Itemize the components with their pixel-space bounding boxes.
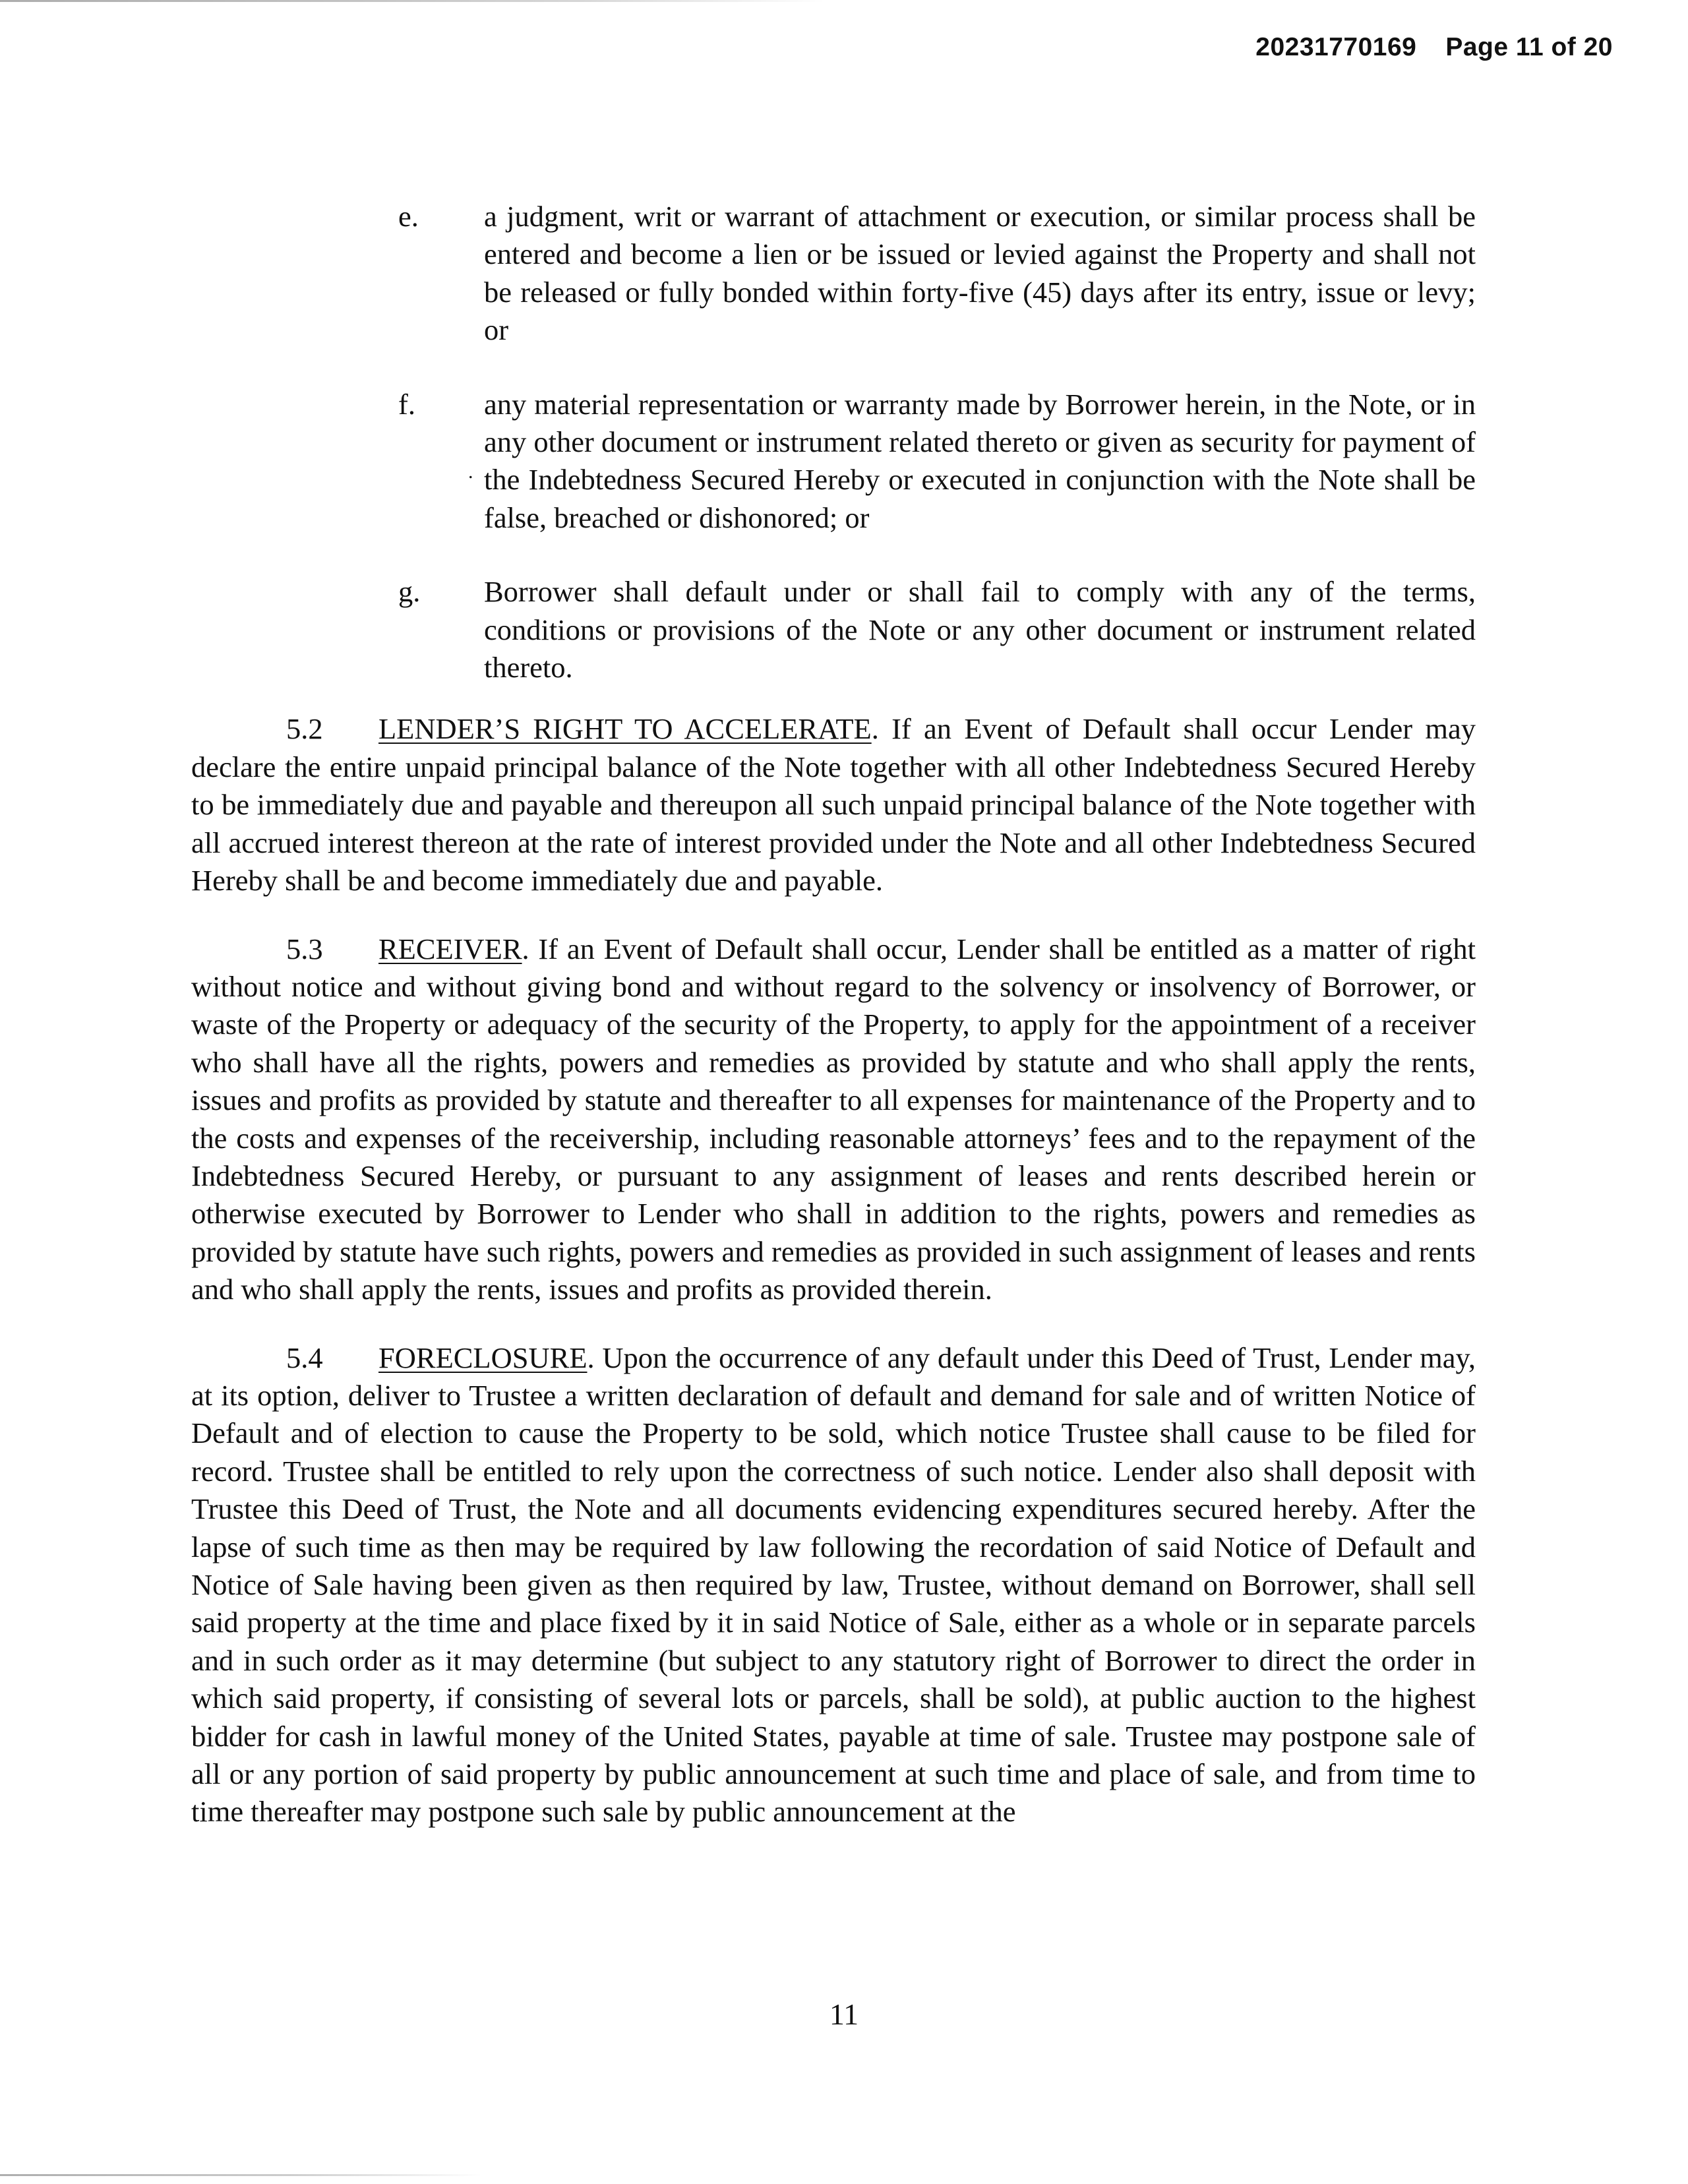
page-header [1255,33,1613,62]
list-item-text: a judgment, writ or warrant of attachment or execution, or similar process shall be entered and become a lien or be issued or levied against the Property and shall not be released or fully bonded within forty-five (45) days after its entry, issue or levy; or [484,200,1476,347]
section-text: . If an Event of Default shall occur Lender may declare the entire unpaid principal balance of the Note together with all other Indebtedness Secured Hereby to be immediately due and payable and thereupon all such unpaid principal balance of the Note together with all accrued interest thereon at the rate of interest provided under the Note and all other Indebtedness Secured Hereby shall be and become immediately due and payable. [191,712,1476,897]
list-letter: f. [398,387,415,421]
section-number: 5.3 [286,932,323,965]
scan-artifact-top [0,0,824,2]
scan-artifact-bottom [0,2174,481,2176]
section-5-4 [191,1339,1476,1831]
document-number: 20231770169 [1255,33,1417,61]
list-item-text: Borrower shall default under or shall fail to comply with any of the terms, conditions or provisions of the Note or any other document or instrument related thereto. [484,575,1476,684]
list-letter: g. [398,575,421,609]
section-title: RECEIVER [378,932,522,965]
list-item-text: any material representation or warranty made by Borrower herein, in the Note, or in any other document or instrument related thereto or given as security for payment of the Indebtedness Secured Hereby or executed in conjunction with the Note shall be false, breached or dishonored; or [484,387,1476,534]
section-number: 5.2 [286,712,323,746]
page-count-label: Page 11 of 20 [1445,33,1613,61]
document-body [191,198,1476,1862]
section-title: FORECLOSURE [378,1341,588,1374]
section-title: LENDER’S RIGHT TO ACCELERATE [378,712,872,746]
section-text: . If an Event of Default shall occur, Lender shall be entitled as a matter of right without notice and without giving bond and without regard to the solvency or insolvency of Borrower, or waste of the Property or adequacy of the security of the Property, to apply for the appointment of a receiver who shall have all the rights, powers and remedies as provided by statute and who shall apply the rents, issues and profits as provided by statute and thereafter to all expenses for maintenance of the Property and to the costs and expenses of the receivership, including reasonable attorneys’ fees and to the repayment of the Indebtedness Secured Hereby, or pursuant to any assignment of leases and rents described herein or otherwise executed by Borrower to Lender who shall in addition to the rights, powers and remedies as provided by statute have such rights, powers and remedies as provided in such assignment of leases and rents and who shall apply the rents, issues and profits as provided therein. [191,932,1476,1306]
section-number: 5.4 [286,1341,323,1374]
list-item-g [398,573,1476,686]
page-number: 11 [829,1997,859,2031]
list-item-f [398,386,1476,537]
stray-mark: . [468,460,473,483]
list-item-e [398,198,1476,349]
section-5-2 [191,710,1476,899]
section-5-3 [191,930,1476,1309]
section-text: . Upon the occurrence of any default under this Deed of Trust, Lender may, at its option, deliver to Trustee a written declaration of default and demand for sale and of written Notice of Default and of election to cause the Property to be sold, which notice Trustee shall cause to be filed for record. Trustee shall be entitled to rely upon the correctness of such notice. Lender also shall deposit with Trustee this Deed of Trust, the Note and all documents evidencing expenditures secured hereby. After the lapse of such time as then may be required by law following the recordation of said Notice of Default and Notice of Sale having been given as then required by law, Trustee, without demand on Borrower, shall sell said property at the time and place fixed by it in said Notice of Sale, either as a whole or in separate parcels and in such order as it may determine (but subject to any statutory right of Borrower to direct the order in which said property, if consisting of several lots or parcels, shall be sold), at public auction to the highest bidder for cash in lawful money of the United States, payable at time of sale. Trustee may postpone sale of all or any portion of said property by public announcement at such time and place of sale, and from time to time thereafter may postpone such sale by public announcement at the [191,1341,1476,1829]
list-letter: e. [398,200,419,233]
